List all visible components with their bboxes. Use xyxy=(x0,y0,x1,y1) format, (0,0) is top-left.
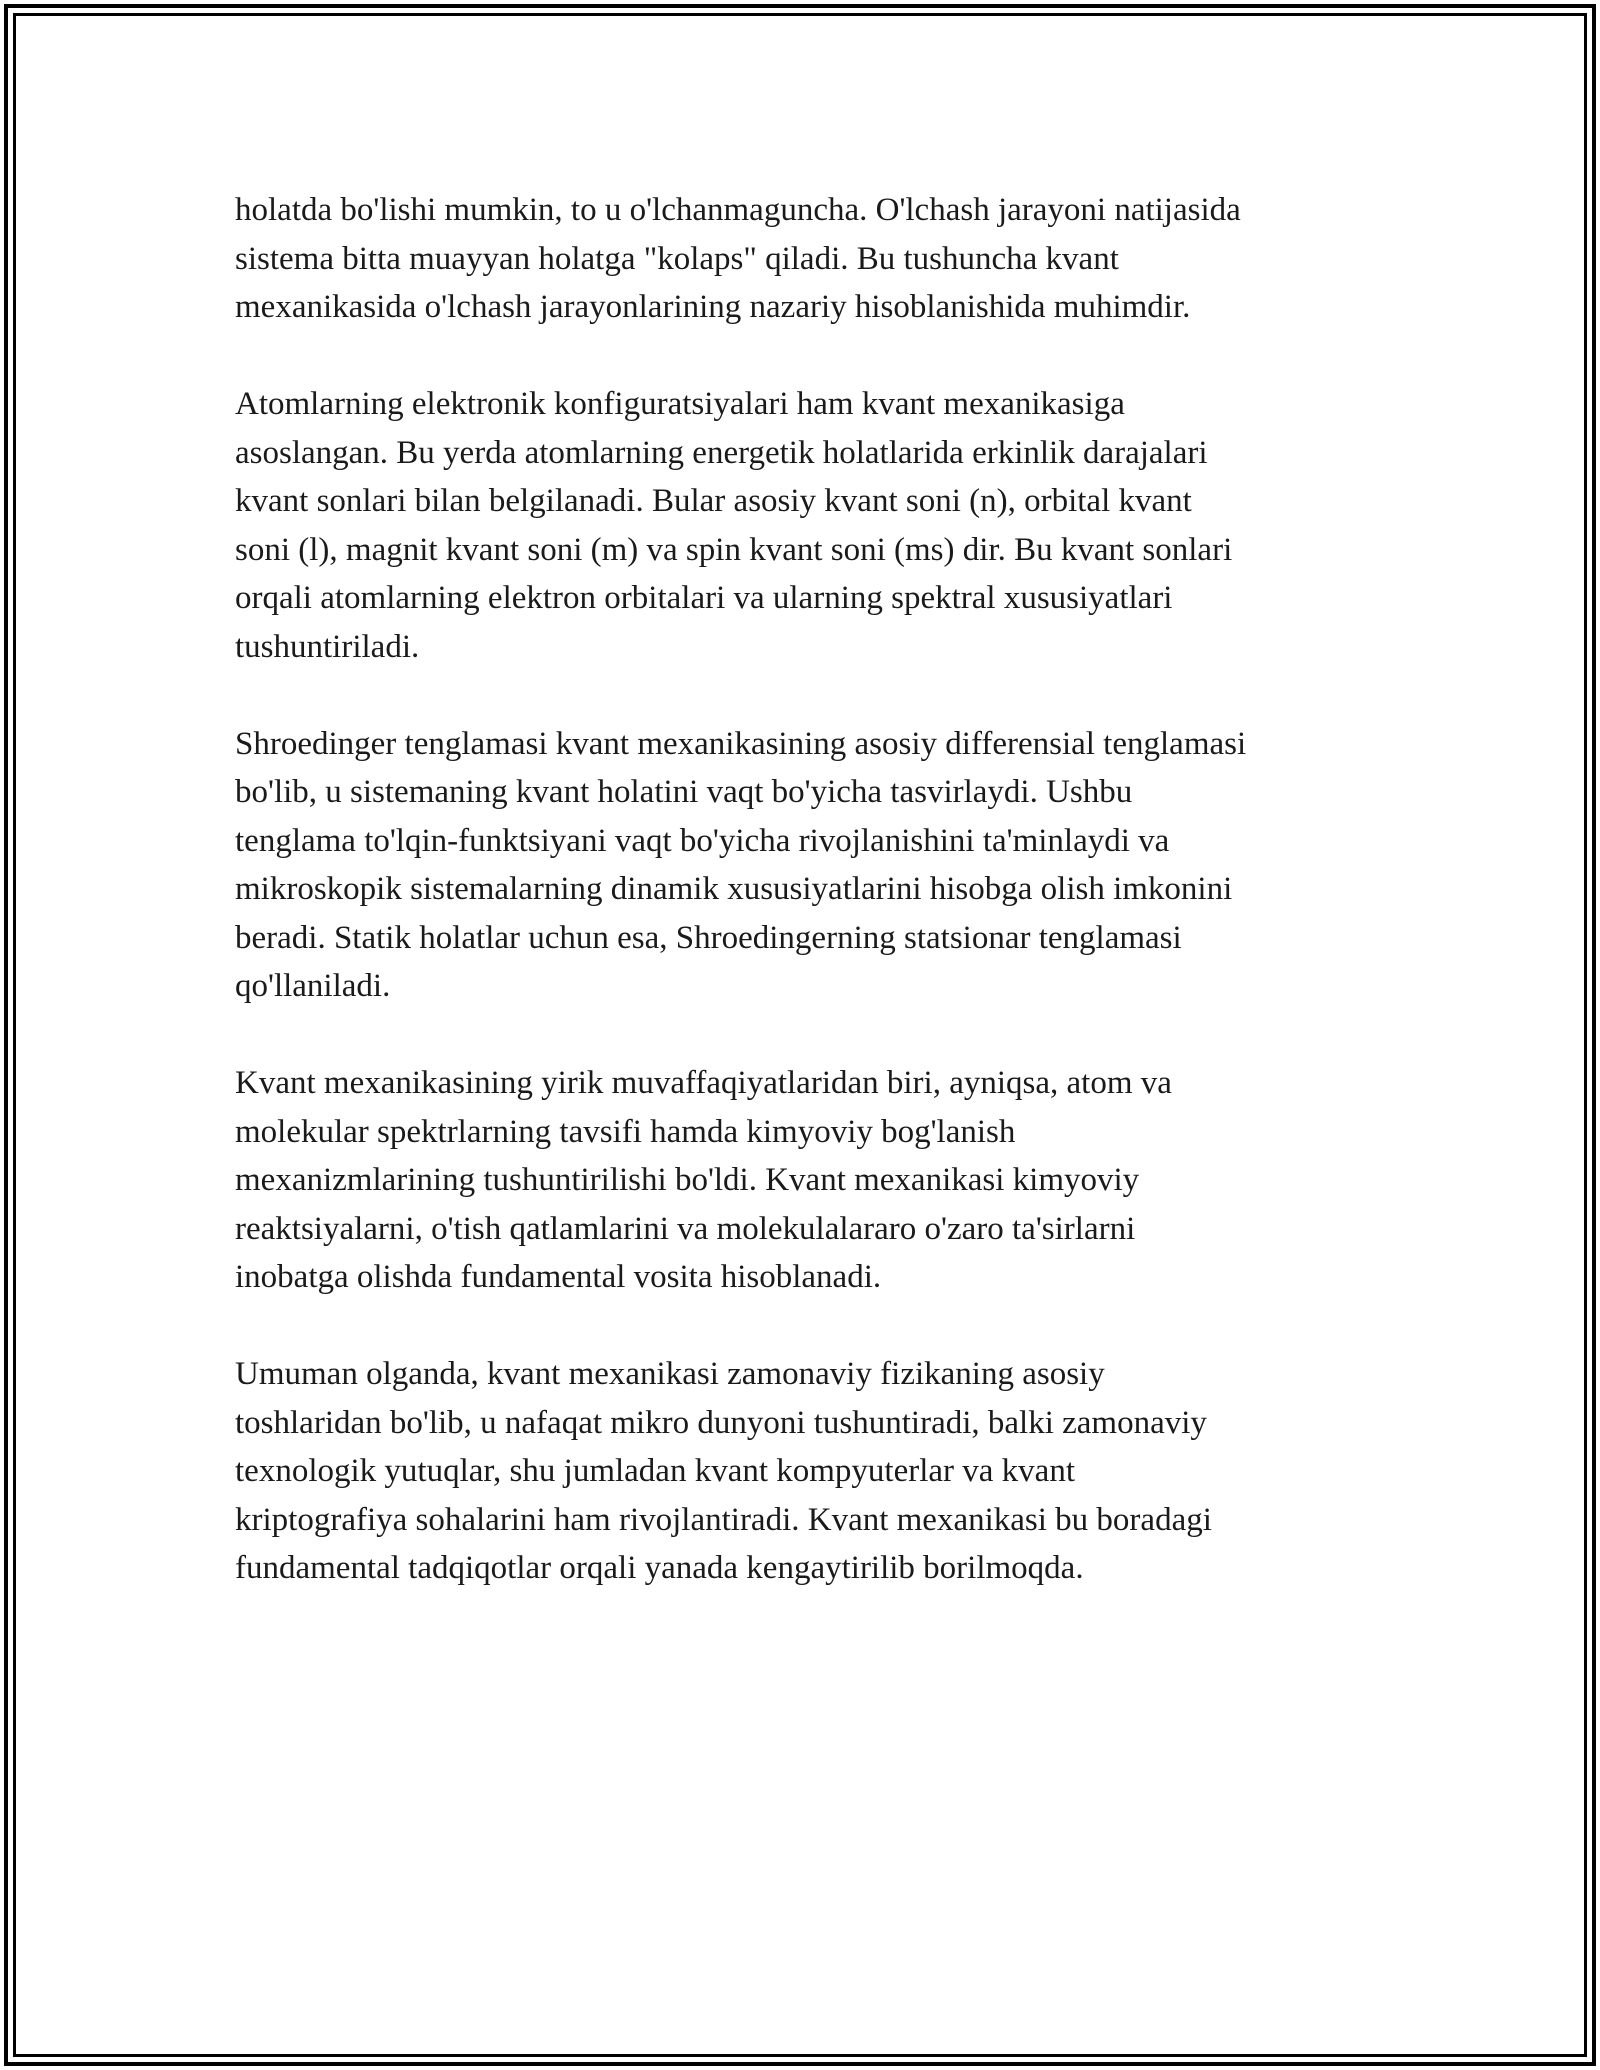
paragraph-schrodinger-equation xyxy=(235,720,1375,1011)
text-line: Shroedinger tenglamasi kvant mexanikasining asosiy differensial tenglamasi xyxy=(235,725,1247,762)
paragraph-measurement-collapse xyxy=(235,186,1375,332)
text-line: Umuman olganda, kvant mexanikasi zamonaviy fizikaning asosiy xyxy=(235,1356,1105,1392)
text-line: mexanikasida o'lchash jarayonlarining nazariy hisoblanishida muhimdir. xyxy=(235,289,1191,325)
text-line: Atomlarning elektronik konfiguratsiyalari ham kvant mexanikasiga xyxy=(235,386,1125,422)
text-line: reaktsiyalarni, o'tish qatlamlarini va molekulalararo o'zaro ta'sirlarni xyxy=(235,1210,1136,1247)
text-line: bo'lib, u sistemaning kvant holatini vaqt bo'yicha tasvirlaydi. Ushbu xyxy=(235,774,1133,810)
text-line: beradi. Statik holatlar uchun esa, Shroedingerning statsionar tenglamasi xyxy=(235,919,1182,956)
text-line: inobatga olishda fundamental vosita hisoblanadi. xyxy=(235,1259,882,1295)
text-line: tenglama to'lqin-funktsiyani vaqt bo'yicha rivojlanishini ta'minlaydi va xyxy=(235,822,1170,859)
document-body xyxy=(235,186,1375,1641)
text-line: sistema bitta muayyan holatga "kolaps" qiladi. Bu tushuncha kvant xyxy=(235,240,1119,277)
text-line: holatda bo'lishi mumkin, to u o'lchanmaguncha. O'lchash jarayoni natijasida xyxy=(235,192,1241,228)
text-line: mexanizmlarining tushuntirilishi bo'ldi. Kvant mexanikasi kimyoviy xyxy=(235,1162,1140,1198)
text-line: orqali atomlarning elektron orbitalari va ularning spektral xususiyatlari xyxy=(235,580,1173,616)
text-line: Kvant mexanikasining yirik muvaffaqiyatlaridan biri, ayniqsa, atom va xyxy=(235,1065,1172,1101)
text-line: asoslangan. Bu yerda atomlarning energetik holatlarida erkinlik darajalari xyxy=(235,434,1208,471)
text-line: toshlaridan bo'lib, u nafaqat mikro dunyoni tushuntiradi, balki zamonaviy xyxy=(235,1404,1207,1441)
text-line: molekular spektrlarning tavsifi hamda kimyoviy bog'lanish xyxy=(235,1113,1016,1150)
text-line: fundamental tadqiqotlar orqali yanada kengaytirilib borilmoqda. xyxy=(235,1550,1084,1586)
text-line: tushuntiriladi. xyxy=(235,628,420,665)
text-line: qo'llaniladi. xyxy=(235,968,391,1004)
text-line: texnologik yutuqlar, shu jumladan kvant kompyuterlar va kvant xyxy=(235,1453,1076,1489)
paragraph-electron-configurations xyxy=(235,380,1375,671)
text-line: soni (l), magnit kvant soni (m) va spin kvant soni (ms) dir. Bu kvant sonlari xyxy=(235,531,1233,568)
text-line: kriptografiya sohalarini ham rivojlantiradi. Kvant mexanikasi bu boradagi xyxy=(235,1501,1212,1538)
text-line: kvant sonlari bilan belgilanadi. Bular asosiy kvant soni (n), orbital kvant xyxy=(235,483,1192,519)
text-line: mikroskopik sistemalarning dinamik xususiyatlarini hisobga olish imkonini xyxy=(235,871,1233,907)
paragraph-spectra-chemical-bonding xyxy=(235,1059,1375,1302)
paragraph-conclusion xyxy=(235,1350,1375,1593)
